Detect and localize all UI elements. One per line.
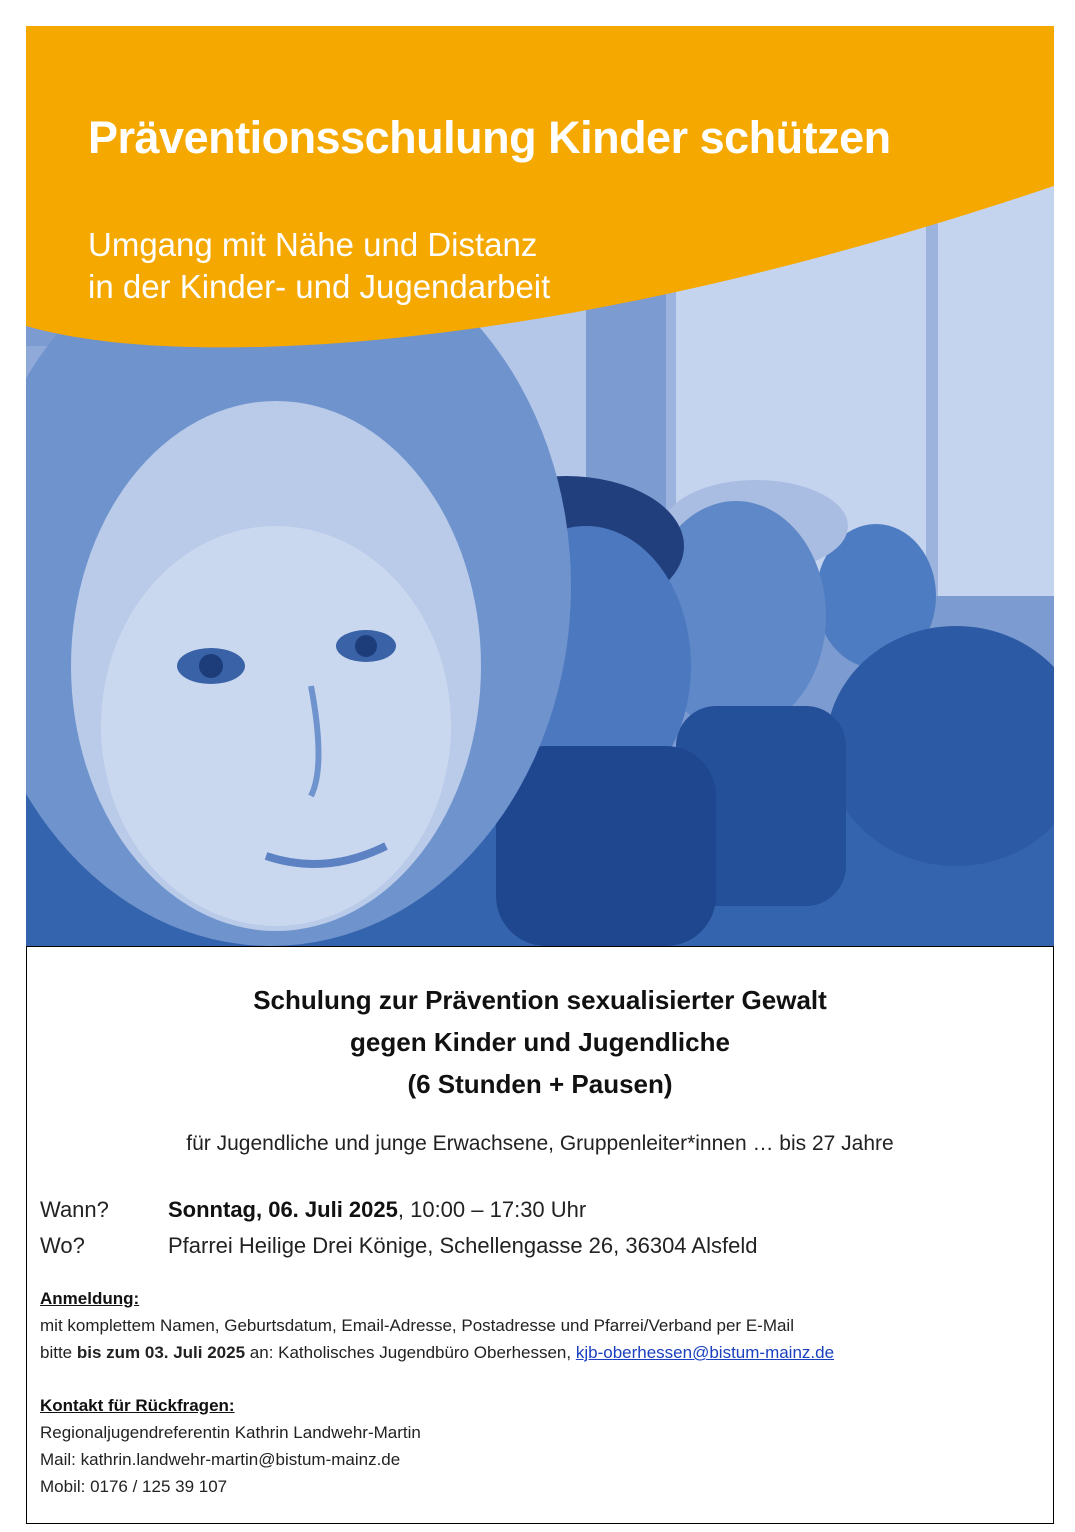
children-photo — [26, 26, 1054, 946]
contact-mail: Mail: kathrin.landwehr-martin@bistum-mainz.de — [40, 1450, 401, 1469]
when-date: Sonntag, 06. Juli 2025 — [168, 1197, 398, 1222]
where-label: Wo? — [40, 1233, 85, 1258]
registration-email-link[interactable]: kjb-oberhessen@bistum-mainz.de — [575, 1343, 835, 1362]
registration-heading — [40, 1289, 139, 1309]
registration-deadline: bis zum 03. Juli 2025 — [76, 1343, 246, 1362]
contact-name: Regionaljugendreferentin Kathrin Landwehr-Martin — [40, 1423, 421, 1442]
info-heading-line2: gegen Kinder und Jugendliche — [350, 1027, 730, 1057]
banner-subtitle — [88, 224, 550, 308]
info-heading-line3: (6 Stunden + Pausen) — [407, 1069, 673, 1099]
registration-line1: mit komplettem Namen, Geburtsdatum, Email-Adresse, Postadresse und Pfarrei/Verband per E-Mail — [40, 1316, 794, 1335]
when-row — [40, 1197, 586, 1223]
info-heading-line1: Schulung zur Prävention sexualisierter Gewalt — [253, 985, 827, 1015]
where-value: Pfarrei Heilige Drei Könige, Schellengasse 26, 36304 Alsfeld — [168, 1233, 758, 1258]
registration-line2 — [40, 1343, 834, 1363]
registration-heading-text: Anmeldung: — [40, 1289, 140, 1308]
info-box — [26, 946, 1054, 1524]
when-time: , 10:00 – 17:30 Uhr — [397, 1197, 587, 1222]
banner-subtitle-line1: Umgang mit Nähe und Distanz — [88, 226, 538, 263]
hero-image-area — [26, 26, 1054, 946]
banner-title: Präventionsschulung Kinder schützen — [88, 112, 891, 163]
when-label: Wann? — [40, 1197, 109, 1222]
registration-recipient: an: Katholisches Jugendbüro Oberhessen, — [245, 1343, 576, 1362]
target-audience: für Jugendliche und junge Erwachsene, Gruppenleiter*innen … bis 27 Jahre — [186, 1132, 894, 1155]
registration-pre: bitte — [40, 1343, 77, 1362]
contact-phone: Mobil: 0176 / 125 39 107 — [40, 1477, 228, 1496]
banner-subtitle-line2: in der Kinder- und Jugendarbeit — [88, 268, 551, 305]
contact-heading — [40, 1396, 235, 1416]
contact-heading-text: Kontakt für Rückfragen: — [40, 1396, 235, 1415]
where-row — [40, 1233, 757, 1259]
